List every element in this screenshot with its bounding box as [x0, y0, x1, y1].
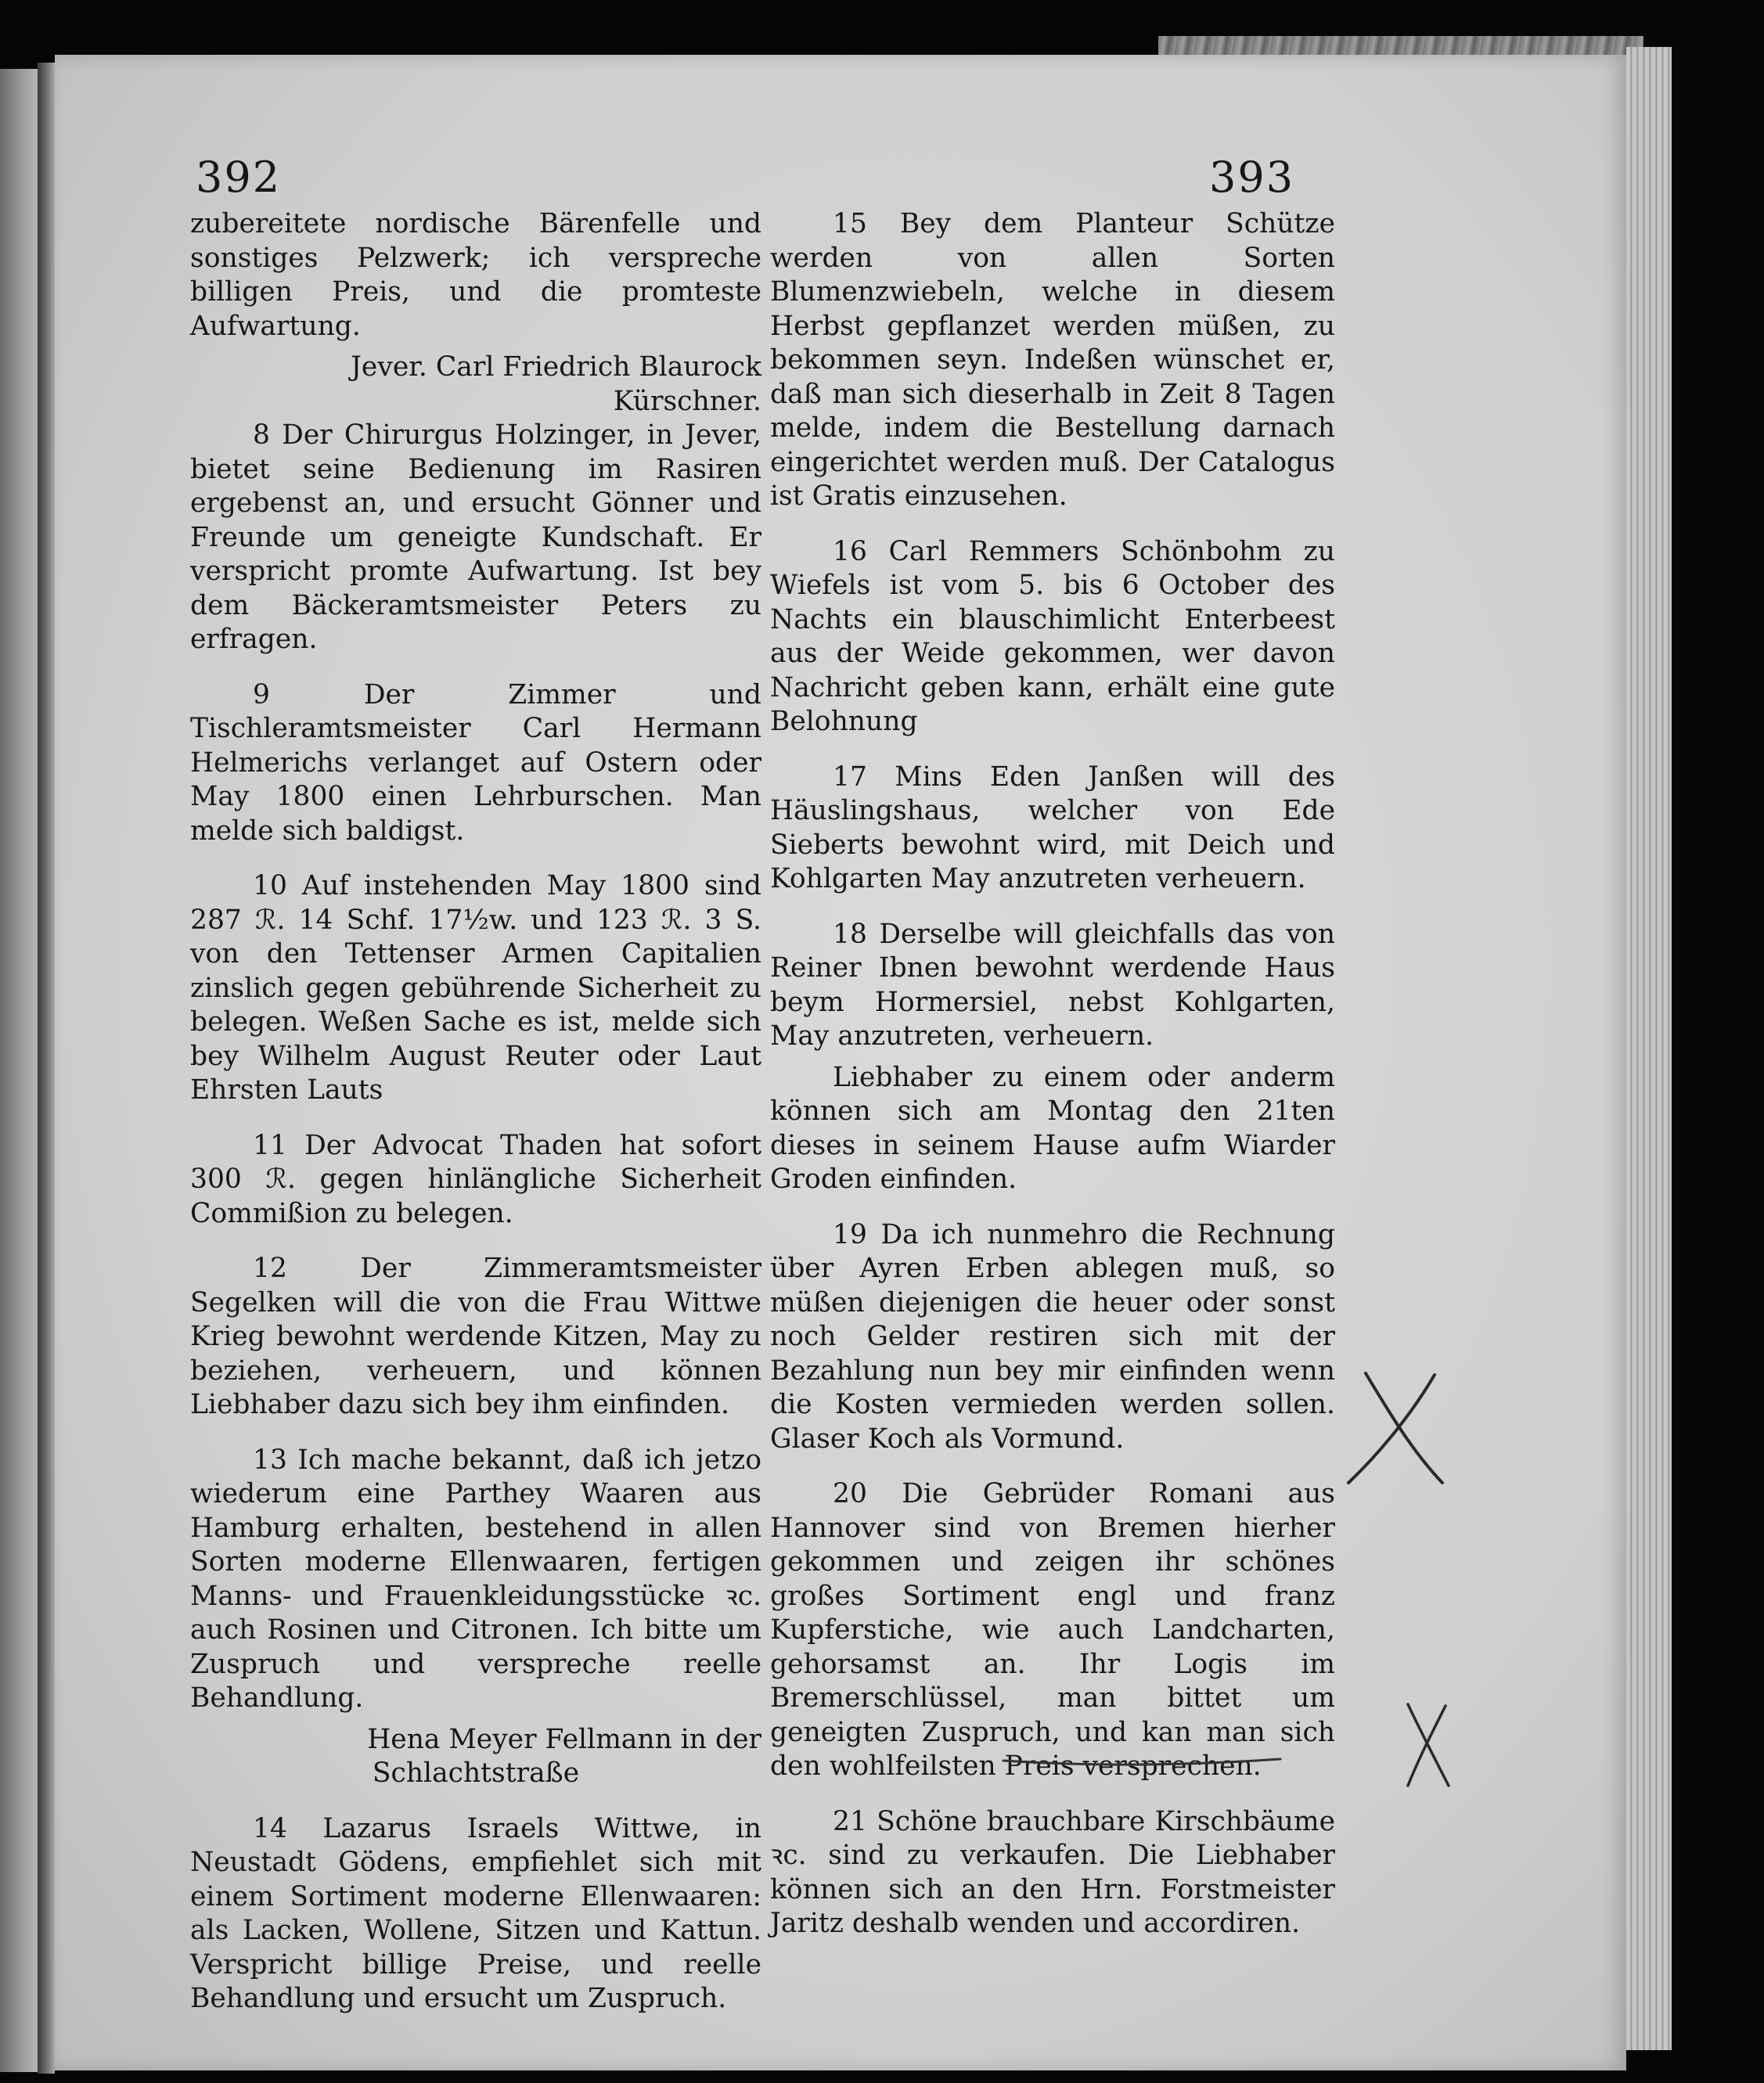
notice-19: 19 Da ich nunmehro die Rechnung über Ayren Erben ablegen muß, so müßen diejenigen die heuer oder sonst noch Gelder restiren sich mit der Bezahlung nun bey mir einfinden wenn die Kosten vermieden werden sollen. Glaser Koch als Vormund.	[770, 1218, 1335, 1455]
notice-20: 20 Die Gebrüder Romani aus Hannover sind von Bremen hierher gekommen und zeigen ihr schönes großes Sortiment engl und franz Kupferstiche, wie auch Landcharten, gehorsamst an. Ihr Logis im Bremerschlüssel, man bittet um geneigten Zuspruch, und kan man sich den wohlfeilsten Preis versprechen.	[770, 1478, 1335, 1782]
notice-7-signature-title: Kürschner.	[613, 385, 761, 417]
notice-7-signature: Jever. Carl Friedrich Blaurock	[351, 351, 761, 383]
notice-13-signature: Hena Meyer Fellmann in der	[367, 1723, 761, 1755]
notice-15: 15 Bey dem Planteur Schütze werden von allen Sorten Blumenzwiebeln, welche in diesem Herbst gepflanzet werden müßen, zu bekommen seyn. Indeßen wünschet er, daß man sich dieserhalb in Zeit 8 Tagen melde, indem die Bestellung darnach eingerichtet werden muß. Der Catalogus ist Gratis einzusehen.	[770, 208, 1335, 512]
notice-13: 13 Ich mache bekannt, daß ich jetzo wiederum eine Parthey Waaren aus Hamburg erhalten, bestehend in allen Sorten moderne Ellenwaaren, fertigen Manns- und Frauenkleidungsstücke ꝛc. auch Rosinen und Citronen. Ich bitte um Zuspruch und verspreche reelle Behandlung.	[190, 1444, 761, 1714]
notice-14: 14 Lazarus Israels Wittwe, in Neustadt Gödens, empfiehlet sich mit einem Sortiment moderne Ellenwaaren: als Lacken, Wollene, Sitzen und Kattun. Verspricht billige Preise, und reelle Behandlung und ersucht um Zuspruch.	[190, 1812, 761, 2014]
notice-12: 12 Der Zimmeramtsmeister Segelken will die von die Frau Wittwe Krieg bewohnt werdende Kitzen, May zu beziehen, verheuern, und können Liebhaber dazu sich bey ihm einfinden.	[190, 1253, 761, 1420]
notice-18: 18 Derselbe will gleichfalls das von Reiner Ibnen bewohnt werdende Haus beym Hormersiel, nebst Kohlgarten, May anzutreten, verheuern.	[770, 918, 1335, 1052]
right-column	[770, 207, 1335, 1948]
page-number-left: 392	[196, 153, 282, 202]
notice-16: 16 Carl Remmers Schönbohm zu Wiefels ist vom 5. bis 6 October des Nachts ein blauschimlicht Enterbeest aus der Weide gekommen, wer davon Nachricht geben kann, erhält eine gute Belohnung	[770, 535, 1335, 737]
book-spine	[38, 63, 55, 2074]
handwritten-underline-mark	[1002, 1754, 1283, 1770]
handwritten-x-mark-icon	[1342, 1365, 1452, 1491]
notice-10: 10 Auf instehenden May 1800 sind 287 ℛ. 14 Schf. 17½w. und 123 ℛ. 3 S. von den Tettenser Armen Capitalien zinslich gegen gebührende Sicherheit zu belegen. Weßen Sache es ist, melde sich bey Wilhelm August Reuter oder Laut Ehrsten Lauts	[190, 870, 761, 1106]
notice-13-signature-street: Schlachtstraße	[372, 1757, 580, 1789]
handwritten-x-mark-icon	[1397, 1700, 1460, 1790]
notice-21: 21 Schöne brauchbare Kirschbäume ꝛc. sind zu verkaufen. Die Liebhaber können sich an den Hrn. Forstmeister Jaritz deshalb wenden und accordiren.	[770, 1805, 1335, 1939]
notice-18-addendum: Liebhaber zu einem oder anderm können sich am Montag den 21ten dieses in seinem Hause aufm Wiarder Groden einfinden.	[770, 1061, 1335, 1195]
notice-11: 11 Der Advocat Thaden hat sofort 300 ℛ. gegen hinlängliche Sicherheit Commißion zu belegen.	[190, 1129, 761, 1229]
notice-17: 17 Mins Eden Janßen will des Häuslingshaus, welcher von Ede Sieberts bewohnt wird, mit Deich und Kohlgarten May anzutreten verheuern.	[770, 761, 1335, 894]
notice-8: 8 Der Chirurgus Holzinger, in Jever, bietet seine Bedienung im Rasiren ergebenst an, und ersucht Gönner und Freunde um geneigte Kundschaft. Er verspricht promte Aufwartung. Ist bey dem Bäckeramtsmeister Peters zu erfragen.	[190, 419, 761, 655]
left-page-edge	[0, 69, 38, 2072]
page-edge-stack	[1626, 47, 1672, 2050]
left-column	[190, 207, 761, 2024]
page-number-right: 393	[1209, 153, 1295, 202]
notice-7-continued: zubereitete nordische Bärenfelle und sonstiges Pelzwerk; ich verspreche billigen Preis, und die promteste Aufwartung.	[190, 208, 761, 342]
notice-9: 9 Der Zimmer und Tischleramtsmeister Carl Hermann Helmerichs verlanget auf Ostern oder May 1800 einen Lehrburschen. Man melde sich baldigst.	[190, 678, 761, 847]
